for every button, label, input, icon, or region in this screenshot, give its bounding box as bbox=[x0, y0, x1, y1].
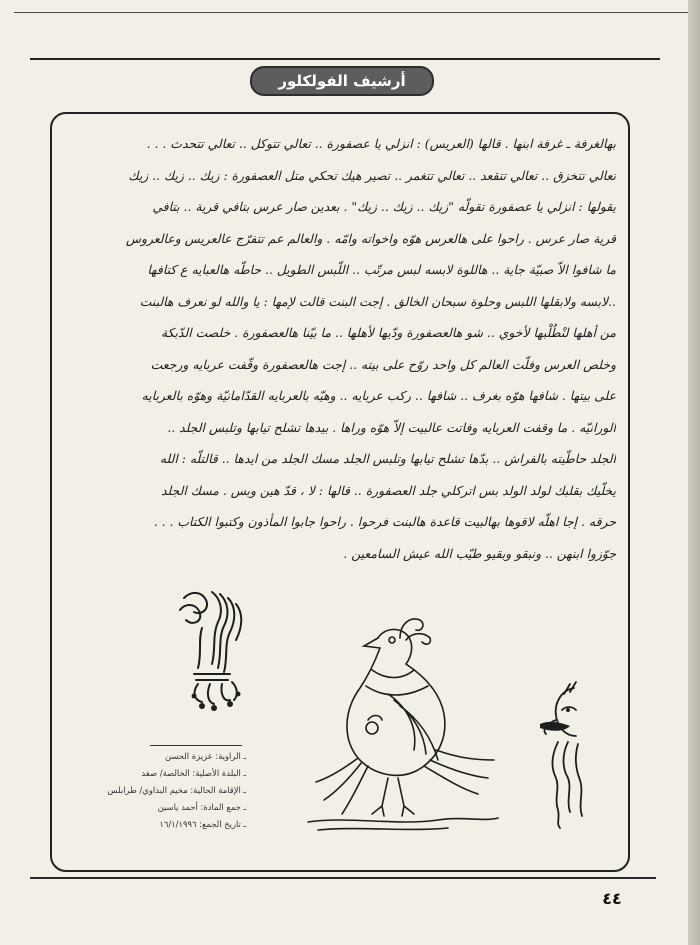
story-line: تعالي تتخزق .. تعالي تتقعد .. تعالي تتغمر .. تصير هيك تحكي متل العصفورة : زيك .. زيك .. زيك bbox=[128, 167, 616, 183]
story-line: بهالغرفة ـ غرفة ابنها . قالها (العريس) : انزلي يا عصفورة .. تعالي تتوكل .. تعالي تتحدث . . . bbox=[146, 136, 616, 151]
story-line: قرية صار عرس . راحوا على هالعرس هوّه واخواته وامّه . والعالم عم تتفرّج عالعريس وعالعروس bbox=[125, 230, 616, 246]
page-number: ٤٤ bbox=[602, 889, 622, 908]
credit-narrator: ـ الراوية: عزيزة الحسن bbox=[164, 751, 246, 761]
story-line: الجلد حاطّيته بالفراش .. بدّها تشلح تيابها وتلبس الجلد مسك الجلد من ايدها .. قالتلّه : الله bbox=[159, 451, 616, 466]
credit-collector: ـ جمع المادة: أحمد ياسين bbox=[157, 802, 246, 812]
bird-illustration bbox=[288, 610, 503, 835]
story-line: يخلّيك بقلبك لولد الولد بس اتركلي جلد العصفورة .. قالها : لا ، قدّ هين وبس . مسك الجلد bbox=[161, 482, 616, 498]
story-line: الورانيّه . ما وقفت العربايه وفاتت عالبيت إلاّ هوّه وراها . بيدها تشلح تيابها وتلبس الجلد .. bbox=[167, 419, 616, 435]
top-rule bbox=[14, 12, 688, 13]
story-line: ما شافوا الاّ صبيّة جاية .. هاللوة لابسه لبس مرتّب .. اللّبس الطويل .. حاطّه هالعبايه ع كتافها bbox=[147, 262, 616, 277]
page-edge bbox=[688, 0, 700, 945]
footer-rule bbox=[30, 877, 656, 879]
story-text bbox=[60, 128, 616, 569]
story-line: حرقه . إجا اهلّه لاقوها بهالبيت قاعدة هالبنت فرحوا . راحوا جابوا المأذون وكتبوا الكتاب . . . bbox=[153, 514, 616, 529]
credits-rule bbox=[150, 745, 242, 746]
credits bbox=[107, 748, 246, 833]
face-illustration bbox=[534, 680, 594, 830]
story-line: يقولها : انزلي يا عصفورة تقولّه "زيك .. زيك .. زيك" . بعدين صار عرس بتافي قرية .. بتافي bbox=[152, 199, 616, 214]
credit-origin-town: ـ البلدة الأصلية: الخالصة/ صفد bbox=[141, 768, 246, 778]
story-line: على بيتها . شافها هوّه بغرف .. شافها .. ركب عربايه .. وهيّه بالعربايه القدّامانيّة وهوّه بالعربايه bbox=[141, 388, 616, 403]
header-rule bbox=[30, 58, 660, 60]
section-title: أرشيف الفولكلور bbox=[250, 66, 434, 96]
credit-residence: ـ الإقامة الحالية: مخيم البداوي/ طرابلس bbox=[107, 785, 246, 795]
story-line: من أهلها لنْطُلْبها لأخوي .. شو هالعصفورة ودّيها لأهلها .. ما بيّنا هالعصفورة . خلصت الدّبكة bbox=[161, 325, 616, 340]
story-line: ..لابسه ولابقلها اللبس وحلوة سبحان الخالق . إجت البنت قالت لإمها : يا والله لو نعرف هالبنت bbox=[139, 293, 616, 309]
credit-date: ـ تاريخ الجمع: ١٦/١/١٩٩٦ bbox=[159, 819, 246, 829]
tassel-illustration bbox=[172, 588, 252, 723]
story-line: جوّزوا ابنهن .. ونبقو وبقيو طيّب الله عيش السامعين . bbox=[343, 545, 616, 561]
story-line: وخلص العرس وفلّت العالم كل واحد روّح على بيته .. إجت هالعصفورة وقّفت عربايه ورجعت bbox=[150, 356, 616, 372]
